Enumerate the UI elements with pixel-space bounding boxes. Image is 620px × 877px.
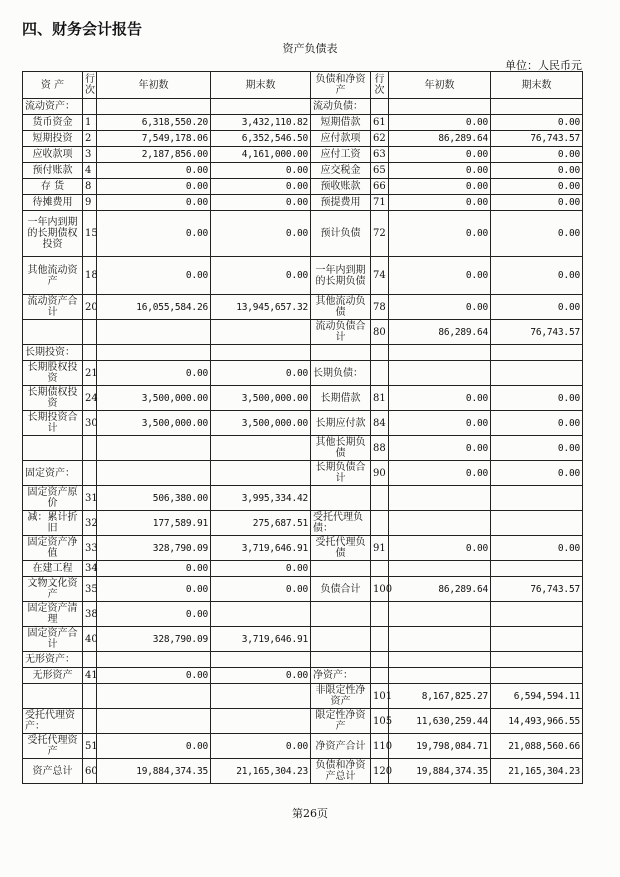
asset-item-name: 长期投资：	[23, 345, 83, 361]
begin-value: 0.00	[389, 536, 491, 561]
row-number: 88	[371, 436, 389, 461]
begin-value	[97, 99, 211, 115]
table-row	[23, 211, 583, 257]
liability-item-name	[311, 345, 371, 361]
asset-item-name	[23, 320, 83, 345]
asset-item-name: 其他流动资产	[23, 257, 83, 295]
liability-item-name: 预计负债	[311, 211, 371, 257]
liability-item-name: 应付工资	[311, 147, 371, 163]
begin-value	[389, 668, 491, 684]
asset-item-name: 流动资产：	[23, 99, 83, 115]
end-value: 3,500,000.00	[211, 386, 311, 411]
liability-item-name: 其他长期负债	[311, 436, 371, 461]
col-seq: 行次	[83, 72, 97, 99]
table-row	[23, 345, 583, 361]
asset-item-name: 文物文化资产	[23, 577, 83, 602]
end-value: 21,088,560.66	[491, 734, 583, 759]
end-value	[211, 345, 311, 361]
begin-value: 86,289.64	[389, 577, 491, 602]
row-number	[83, 436, 97, 461]
liability-item-name: 负债合计	[311, 577, 371, 602]
begin-value	[97, 320, 211, 345]
table-row	[23, 179, 583, 195]
table-row	[23, 668, 583, 684]
asset-item-name	[23, 436, 83, 461]
row-number: 91	[371, 536, 389, 561]
asset-item-name: 在建工程	[23, 561, 83, 577]
begin-value: 0.00	[97, 195, 211, 211]
begin-value	[389, 627, 491, 652]
asset-item-name: 资产总计	[23, 759, 83, 784]
row-number: 40	[83, 627, 97, 652]
asset-item-name: 固定资产原价	[23, 486, 83, 511]
end-value: 0.00	[211, 179, 311, 195]
begin-value: 7,549,178.06	[97, 131, 211, 147]
table-row	[23, 652, 583, 668]
asset-item-name: 预付账款	[23, 163, 83, 179]
table-row	[23, 511, 583, 536]
end-value	[491, 627, 583, 652]
end-value: 0.00	[211, 257, 311, 295]
row-number	[371, 486, 389, 511]
row-number	[371, 511, 389, 536]
col-end-right: 期末数	[491, 72, 583, 99]
begin-value	[389, 561, 491, 577]
page-number: 第26页	[292, 807, 328, 820]
liability-item-name	[311, 602, 371, 627]
end-value: 0.00	[211, 163, 311, 179]
end-value: 4,161,000.00	[211, 147, 311, 163]
row-number: 2	[83, 131, 97, 147]
row-number: 18	[83, 257, 97, 295]
col-liability: 负债和净资产	[311, 72, 371, 99]
row-number: 34	[83, 561, 97, 577]
end-value: 275,687.51	[211, 511, 311, 536]
end-value: 76,743.57	[491, 577, 583, 602]
row-number: 20	[83, 295, 97, 320]
end-value	[491, 511, 583, 536]
row-number: 78	[371, 295, 389, 320]
begin-value	[97, 436, 211, 461]
end-value: 0.00	[491, 195, 583, 211]
end-value: 3,432,110.82	[211, 115, 311, 131]
begin-value	[389, 511, 491, 536]
row-number	[371, 361, 389, 386]
end-value	[491, 361, 583, 386]
end-value: 0.00	[491, 386, 583, 411]
begin-value: 328,790.09	[97, 536, 211, 561]
begin-value: 0.00	[389, 411, 491, 436]
liability-item-name: 短期借款	[311, 115, 371, 131]
table-row	[23, 561, 583, 577]
begin-value: 0.00	[389, 257, 491, 295]
table-row	[23, 386, 583, 411]
end-value	[491, 561, 583, 577]
begin-value: 0.00	[389, 163, 491, 179]
table-row	[23, 163, 583, 179]
table-row	[23, 147, 583, 163]
row-number	[371, 561, 389, 577]
row-number: 33	[83, 536, 97, 561]
end-value: 0.00	[491, 536, 583, 561]
end-value: 6,594,594.11	[491, 684, 583, 709]
end-value: 3,719,646.91	[211, 536, 311, 561]
row-number: 4	[83, 163, 97, 179]
end-value	[491, 345, 583, 361]
row-number: 21	[83, 361, 97, 386]
end-value	[211, 684, 311, 709]
end-value: 21,165,304.23	[491, 759, 583, 784]
table-row	[23, 295, 583, 320]
end-value	[211, 461, 311, 486]
liability-item-name	[311, 627, 371, 652]
balance-sheet-table	[22, 71, 583, 784]
end-value: 13,945,657.32	[211, 295, 311, 320]
begin-value	[389, 602, 491, 627]
liability-item-name: 非限定性净资产	[311, 684, 371, 709]
begin-value: 2,187,856.00	[97, 147, 211, 163]
asset-item-name: 减：累计折旧	[23, 511, 83, 536]
asset-item-name	[23, 684, 83, 709]
end-value: 0.00	[211, 577, 311, 602]
end-value: 21,165,304.23	[211, 759, 311, 784]
begin-value: 328,790.09	[97, 627, 211, 652]
end-value: 0.00	[211, 668, 311, 684]
begin-value: 0.00	[389, 115, 491, 131]
begin-value: 0.00	[97, 211, 211, 257]
row-number: 35	[83, 577, 97, 602]
table-row	[23, 602, 583, 627]
row-number: 38	[83, 602, 97, 627]
liability-item-name	[311, 652, 371, 668]
table-row	[23, 257, 583, 295]
asset-item-name: 固定资产清理	[23, 602, 83, 627]
asset-item-name: 待摊费用	[23, 195, 83, 211]
begin-value: 19,884,374.35	[389, 759, 491, 784]
begin-value: 19,884,374.35	[97, 759, 211, 784]
currency-unit: 单位：人民币元	[505, 59, 582, 72]
begin-value	[97, 652, 211, 668]
begin-value: 0.00	[97, 257, 211, 295]
table-row	[23, 759, 583, 784]
row-number: 1	[83, 115, 97, 131]
table-row	[23, 411, 583, 436]
begin-value: 3,500,000.00	[97, 411, 211, 436]
header-row	[23, 72, 583, 99]
row-number: 60	[83, 759, 97, 784]
liability-item-name: 长期负债：	[311, 361, 371, 386]
col-end: 期末数	[211, 72, 311, 99]
end-value: 3,995,334.42	[211, 486, 311, 511]
liability-item-name: 预收账款	[311, 179, 371, 195]
table-row	[23, 131, 583, 147]
asset-item-name: 无形资产：	[23, 652, 83, 668]
end-value: 3,719,646.91	[211, 627, 311, 652]
table-row	[23, 115, 583, 131]
asset-item-name: 无形资产	[23, 668, 83, 684]
asset-item-name: 应收款项	[23, 147, 83, 163]
begin-value: 16,055,584.26	[97, 295, 211, 320]
row-number: 80	[371, 320, 389, 345]
table-row	[23, 734, 583, 759]
col-asset: 资 产	[23, 72, 83, 99]
end-value	[211, 652, 311, 668]
col-begin-right: 年初数	[389, 72, 491, 99]
row-number: 74	[371, 257, 389, 295]
begin-value: 3,500,000.00	[97, 386, 211, 411]
asset-item-name: 固定资产：	[23, 461, 83, 486]
end-value: 0.00	[211, 195, 311, 211]
begin-value: 6,318,550.20	[97, 115, 211, 131]
row-number	[371, 345, 389, 361]
asset-item-name: 受托代理资产	[23, 734, 83, 759]
row-number: 66	[371, 179, 389, 195]
begin-value: 0.00	[97, 668, 211, 684]
end-value: 3,500,000.00	[211, 411, 311, 436]
asset-item-name: 受托代理资产：	[23, 709, 83, 734]
table-row	[23, 627, 583, 652]
liability-item-name: 限定性净资产	[311, 709, 371, 734]
begin-value	[97, 684, 211, 709]
end-value: 0.00	[491, 461, 583, 486]
liability-item-name: 流动负债合计	[311, 320, 371, 345]
end-value: 0.00	[491, 257, 583, 295]
begin-value	[389, 652, 491, 668]
row-number: 62	[371, 131, 389, 147]
end-value	[211, 709, 311, 734]
begin-value: 0.00	[97, 602, 211, 627]
end-value	[491, 99, 583, 115]
end-value: 0.00	[491, 411, 583, 436]
begin-value: 177,589.91	[97, 511, 211, 536]
liability-item-name: 长期借款	[311, 386, 371, 411]
end-value: 0.00	[491, 436, 583, 461]
end-value: 0.00	[491, 147, 583, 163]
liability-item-name: 应交税金	[311, 163, 371, 179]
begin-value: 0.00	[389, 436, 491, 461]
begin-value	[97, 345, 211, 361]
row-number	[83, 652, 97, 668]
end-value: 6,352,546.50	[211, 131, 311, 147]
asset-item-name: 长期债权投资	[23, 386, 83, 411]
end-value: 0.00	[211, 734, 311, 759]
end-value: 0.00	[491, 179, 583, 195]
row-number: 9	[83, 195, 97, 211]
row-number: 72	[371, 211, 389, 257]
begin-value: 8,167,825.27	[389, 684, 491, 709]
row-number: 65	[371, 163, 389, 179]
asset-item-name: 货币资金	[23, 115, 83, 131]
table-row	[23, 709, 583, 734]
row-number: 24	[83, 386, 97, 411]
liability-item-name: 一年内到期的长期负债	[311, 257, 371, 295]
end-value	[211, 602, 311, 627]
end-value: 0.00	[491, 115, 583, 131]
begin-value: 0.00	[389, 195, 491, 211]
liability-item-name: 负债和净资产总计	[311, 759, 371, 784]
begin-value: 11,630,259.44	[389, 709, 491, 734]
asset-item-name: 一年内到期的长期债权投资	[23, 211, 83, 257]
liability-item-name: 受托代理负债：	[311, 511, 371, 536]
end-value: 0.00	[491, 295, 583, 320]
end-value: 76,743.57	[491, 131, 583, 147]
liability-item-name	[311, 486, 371, 511]
row-number: 81	[371, 386, 389, 411]
liability-item-name: 预提费用	[311, 195, 371, 211]
report-heading: 四、财务会计报告	[22, 20, 143, 38]
asset-item-name: 长期股权投资	[23, 361, 83, 386]
row-number: 31	[83, 486, 97, 511]
end-value: 0.00	[491, 211, 583, 257]
asset-item-name: 存 货	[23, 179, 83, 195]
begin-value: 0.00	[389, 211, 491, 257]
begin-value: 0.00	[97, 734, 211, 759]
row-number: 8	[83, 179, 97, 195]
end-value	[211, 436, 311, 461]
liability-item-name: 其他流动负债	[311, 295, 371, 320]
begin-value	[389, 486, 491, 511]
begin-value: 0.00	[389, 147, 491, 163]
table-row	[23, 684, 583, 709]
row-number: 51	[83, 734, 97, 759]
row-number	[371, 99, 389, 115]
end-value	[491, 668, 583, 684]
row-number	[83, 684, 97, 709]
begin-value: 19,798,084.71	[389, 734, 491, 759]
liability-item-name: 应付款项	[311, 131, 371, 147]
end-value: 14,493,966.55	[491, 709, 583, 734]
row-number: 101	[371, 684, 389, 709]
table-row	[23, 486, 583, 511]
asset-item-name: 短期投资	[23, 131, 83, 147]
liability-item-name: 净资产：	[311, 668, 371, 684]
row-number	[371, 652, 389, 668]
row-number: 110	[371, 734, 389, 759]
end-value	[491, 602, 583, 627]
row-number: 15	[83, 211, 97, 257]
row-number: 90	[371, 461, 389, 486]
row-number: 32	[83, 511, 97, 536]
row-number: 100	[371, 577, 389, 602]
row-number: 30	[83, 411, 97, 436]
table-row	[23, 320, 583, 345]
begin-value: 0.00	[97, 577, 211, 602]
row-number	[83, 345, 97, 361]
table-row	[23, 195, 583, 211]
row-number	[371, 627, 389, 652]
end-value: 0.00	[211, 361, 311, 386]
liability-item-name: 流动负债：	[311, 99, 371, 115]
col-begin: 年初数	[97, 72, 211, 99]
liability-item-name: 长期负债合计	[311, 461, 371, 486]
begin-value: 0.00	[97, 361, 211, 386]
table-row	[23, 361, 583, 386]
asset-item-name: 流动资产合计	[23, 295, 83, 320]
begin-value: 0.00	[389, 461, 491, 486]
begin-value	[389, 361, 491, 386]
end-value: 0.00	[211, 211, 311, 257]
row-number	[371, 668, 389, 684]
asset-item-name: 固定资产净值	[23, 536, 83, 561]
table-row	[23, 577, 583, 602]
row-number: 105	[371, 709, 389, 734]
begin-value: 0.00	[389, 295, 491, 320]
table-row	[23, 436, 583, 461]
liability-item-name: 受托代理负债	[311, 536, 371, 561]
begin-value	[97, 709, 211, 734]
begin-value: 0.00	[97, 163, 211, 179]
begin-value: 86,289.64	[389, 320, 491, 345]
row-number	[83, 99, 97, 115]
row-number: 41	[83, 668, 97, 684]
begin-value: 86,289.64	[389, 131, 491, 147]
end-value: 76,743.57	[491, 320, 583, 345]
row-number: 71	[371, 195, 389, 211]
row-number: 84	[371, 411, 389, 436]
end-value	[491, 486, 583, 511]
table-row	[23, 99, 583, 115]
begin-value: 0.00	[389, 386, 491, 411]
begin-value	[389, 99, 491, 115]
row-number	[83, 461, 97, 486]
begin-value: 0.00	[389, 179, 491, 195]
begin-value	[97, 461, 211, 486]
liability-item-name: 长期应付款	[311, 411, 371, 436]
table-title: 资产负债表	[282, 42, 338, 55]
row-number: 61	[371, 115, 389, 131]
row-number	[83, 709, 97, 734]
row-number: 3	[83, 147, 97, 163]
row-number	[83, 320, 97, 345]
asset-item-name: 长期投资合计	[23, 411, 83, 436]
row-number	[371, 602, 389, 627]
end-value	[211, 99, 311, 115]
begin-value: 506,380.00	[97, 486, 211, 511]
liability-item-name	[311, 561, 371, 577]
table-row	[23, 536, 583, 561]
begin-value: 0.00	[97, 561, 211, 577]
liability-item-name: 净资产合计	[311, 734, 371, 759]
asset-item-name: 固定资产合计	[23, 627, 83, 652]
col-seq-right: 行次	[371, 72, 389, 99]
begin-value	[389, 345, 491, 361]
end-value	[491, 652, 583, 668]
row-number: 63	[371, 147, 389, 163]
end-value: 0.00	[211, 561, 311, 577]
begin-value: 0.00	[97, 179, 211, 195]
row-number: 120	[371, 759, 389, 784]
table-row	[23, 461, 583, 486]
end-value: 0.00	[491, 163, 583, 179]
end-value	[211, 320, 311, 345]
